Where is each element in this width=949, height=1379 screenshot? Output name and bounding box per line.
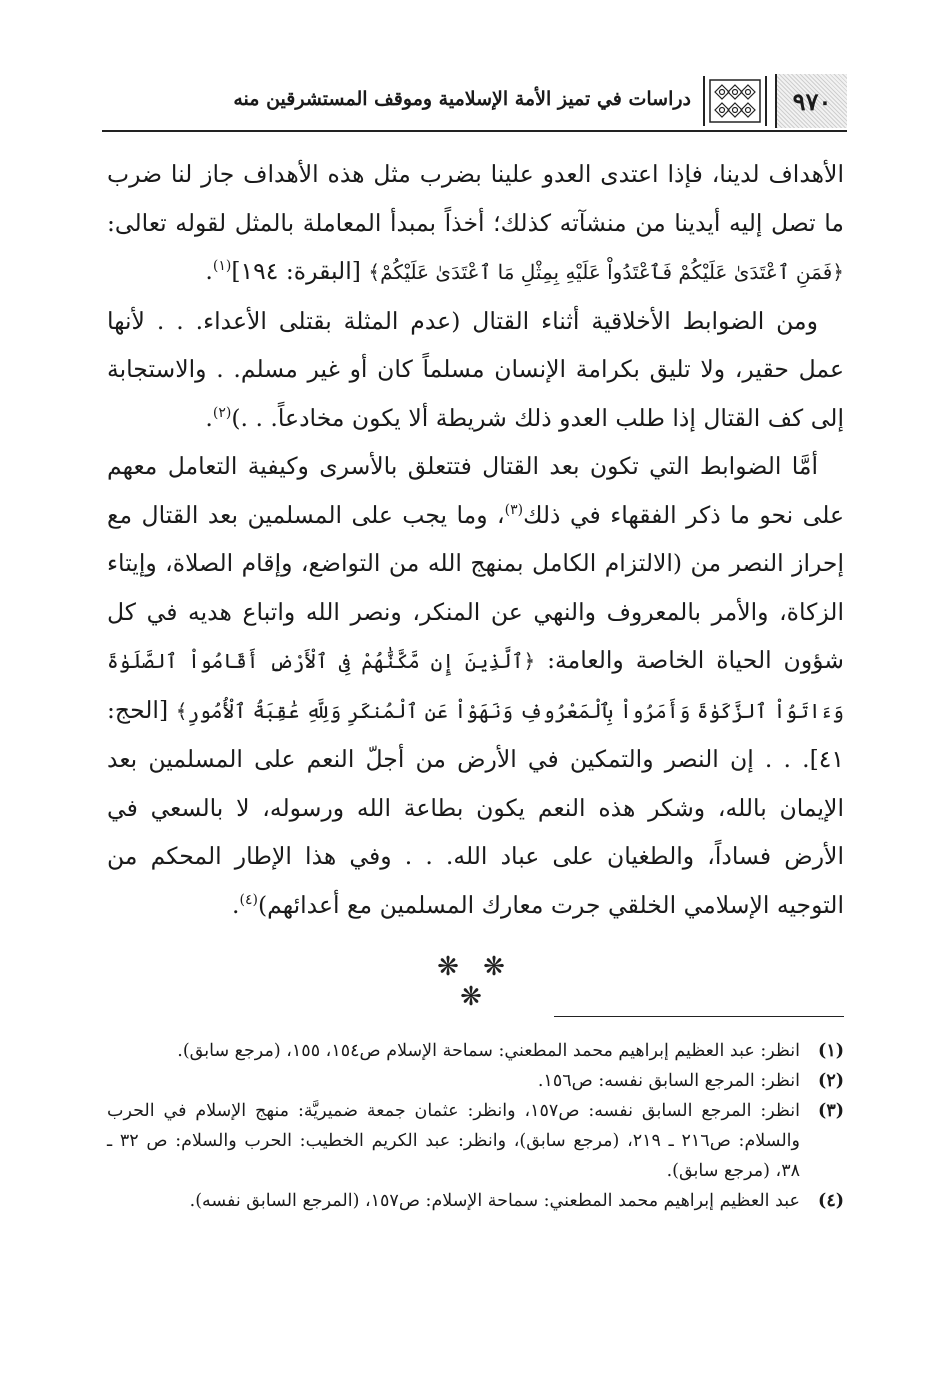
footnote-number: (٣)	[818, 1101, 844, 1121]
quran-verse: ﴿فَمَنِ ٱعْتَدَىٰ عَلَيْكُمْ فَٱعْتَدُواْ عَلَيْهِ بِمِثْلِ مَا ٱعْتَدَىٰ عَلَيْكُمْ﴾	[368, 260, 844, 284]
section-separator: ❋ ❋ ❋	[437, 952, 513, 1012]
page-number	[775, 74, 847, 128]
header-rule	[102, 130, 847, 132]
footnote-number: (١)	[818, 1041, 844, 1061]
running-title: دراسات في تميز الأمة الإسلامية وموقف المستشرقين منه	[233, 88, 691, 110]
footnote-marker: (٣)	[504, 501, 524, 518]
text-run: .	[205, 257, 213, 285]
page-number-text: ٩٧٠	[792, 86, 832, 116]
text-run: أمَّا الضوابط التي تكون بعد القتال فتتعلق بالأسرى وكيفية التعامل معهم على نحو ما ذكر الفقهاء في ذلك	[107, 452, 844, 529]
text-run: [البقرة: ١٩٤]	[231, 257, 369, 285]
text-run: الأهداف لدينا، فإذا اعتدى العدو علينا بضرب مثل هذه الأهداف جاز لنا ضرب ما تصل إليه أيدينا من منشآته كذلك؛ أخذاً بمبدأ المعاملة بالمثل لقوله تعالى:	[107, 160, 844, 237]
paragraph	[107, 150, 844, 297]
footnote-text: انظر: عبد العظيم إبراهيم محمد المطعني: سماحة الإسلام ص١٥٤، ١٥٥، (مرجع سابق).	[177, 1041, 800, 1061]
text-run: .	[231, 890, 240, 919]
footnote-number: (٢)	[818, 1071, 844, 1091]
footnote-text: انظر: المرجع السابق نفسه: ص١٥٧، وانظر: عثمان جمعة ضميريَّة: منهج الإسلام في الحرب والسلام: ص٢١٦ ـ ٢١٩، (مرجع سابق)، وانظر: عبد الكريم الخطيب: الحرب والسلام: ص ٣٢ ـ ٣٨، (مرجع سابق).	[107, 1101, 800, 1181]
page-header	[102, 74, 847, 132]
footnote-marker: (٢)	[212, 404, 232, 421]
footnote-text: عبد العظيم إبراهيم محمد المطعني: سماحة الإسلام: ص١٥٧، (المرجع السابق نفسه).	[189, 1191, 800, 1211]
geometric-ornament-icon	[703, 76, 767, 126]
footnote-item	[107, 1096, 844, 1186]
footnote-item	[107, 1036, 844, 1066]
footnote-rule	[554, 1016, 844, 1017]
paragraph	[107, 442, 844, 929]
footnote-text: انظر: المرجع السابق نفسه: ص١٥٦.	[537, 1071, 800, 1091]
text-run: ، وما يجب على المسلمين بعد القتال مع إحراز النصر من (الالتزام الكامل بمنهج الله من التواضع، وإقام الصلاة، وإيتاء الزكاة، والأمر بالمعروف والنهي عن المنكر، ونصر الله واتباع هديه في كل شؤون الحياة الخاصة والعامة:	[107, 500, 844, 674]
main-text	[107, 150, 844, 929]
text-run: ومن الضوابط الأخلاقية أثناء القتال (عدم المثلة بقتلى الأعداء. . . لأنها عمل حقير، ولا تليق بكرامة الإنسان مسلماً كان أو غير مسلم. . والاستجابة إلى كف القتال إذا طلب العدو ذلك شريطة ألا يكون مخادعاً. . .)	[107, 306, 844, 432]
footnote-item	[107, 1186, 844, 1216]
footnote-number: (٤)	[818, 1191, 844, 1211]
ornament-svg	[709, 79, 761, 123]
footnote-item	[107, 1066, 844, 1096]
quran-verse: ﴿ٱلَّذِينَ إِن مَّكَّنَّٰهُمْ فِى ٱلْأَرْضِ أَقَامُواْ ٱلصَّلَوٰةَ وَءَاتَوُاْ ٱلزَّكَوٰةَ وَأَمَرُواْ بِٱلْمَعْرُوفِ وَنَهَوْاْ عَنِ ٱلْمُنكَرِ وَلِلَّهِ عَٰقِبَةُ ٱلْأُمُورِ﴾	[107, 649, 844, 723]
footnote-marker: (٤)	[239, 891, 258, 908]
text-run: .	[205, 403, 213, 432]
text-run: [الحج: ٤١]. . . إن النصر والتمكين في الأرض من أجلّ النعم على المسلمين بعد الإيمان بالله، وشكر هذه النعم يكون بطاعة الله ورسوله، لا بالسعي في الأرض فساداً، والطغيان على عباد الله. . . وفي هذا الإطار المحكم من التوجيه الإسلامي الخلقي جرت معارك المسلمين مع أعدائهم)	[107, 695, 844, 919]
paragraph	[107, 297, 844, 443]
footnote-marker: (١)	[212, 258, 232, 275]
footnotes	[107, 1036, 844, 1216]
